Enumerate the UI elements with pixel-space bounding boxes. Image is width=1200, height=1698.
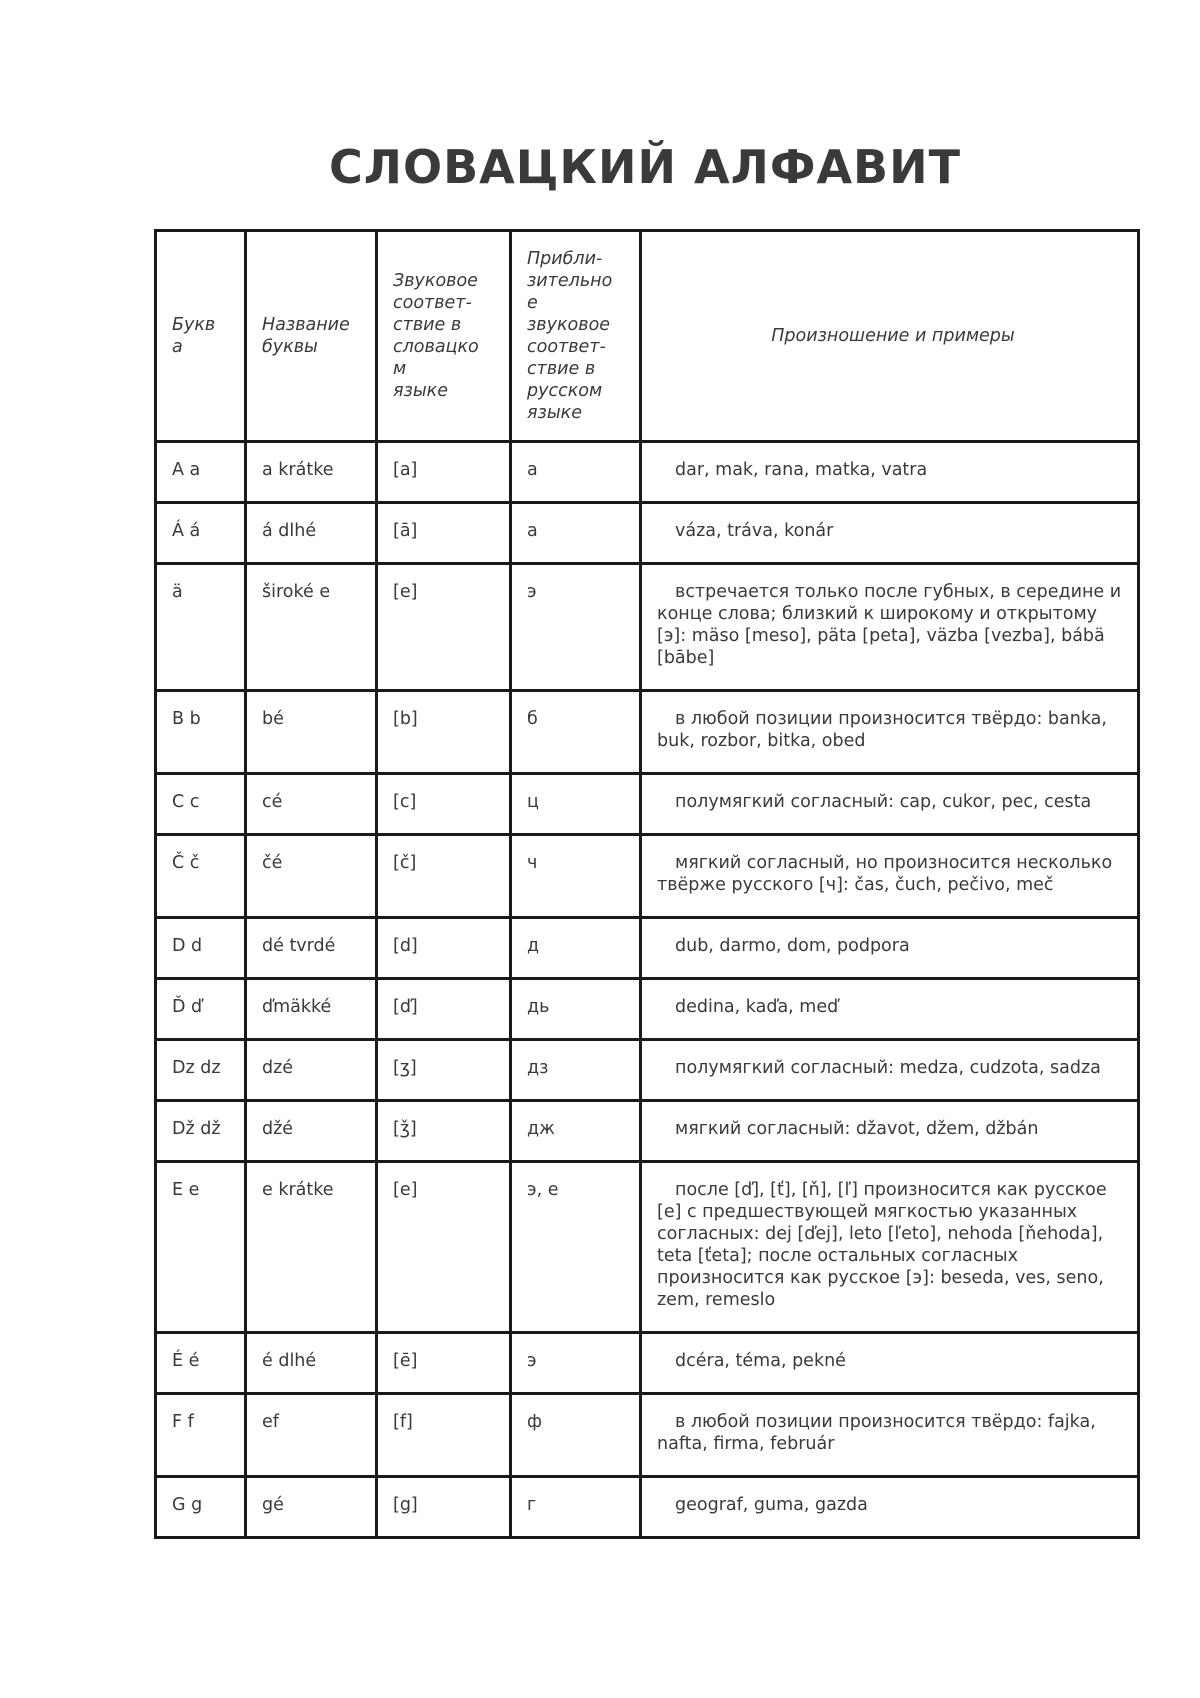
letter-cell: D d <box>156 918 246 979</box>
header-pronunciation-examples: Произношение и примеры <box>641 231 1139 442</box>
table-row <box>156 442 1139 503</box>
table-row <box>156 1162 1139 1333</box>
russian-sound-cell: э <box>511 1333 641 1394</box>
letter-name-cell: á dlhé <box>246 503 377 564</box>
table-row <box>156 979 1139 1040</box>
russian-sound-cell: ф <box>511 1394 641 1477</box>
letter-name-cell: bé <box>246 691 377 774</box>
letter-cell: E e <box>156 1162 246 1333</box>
russian-sound-cell: а <box>511 503 641 564</box>
slovak-sound-cell: [g] <box>377 1477 511 1538</box>
alphabet-table <box>154 229 1140 1539</box>
examples-cell: dedina, kaďa, meď <box>641 979 1139 1040</box>
russian-sound-cell: дж <box>511 1101 641 1162</box>
letter-name-cell: cé <box>246 774 377 835</box>
examples-cell: в любой позиции произносится твёрдо: fajka, nafta, firma, február <box>641 1394 1139 1477</box>
letter-name-cell: dé tvrdé <box>246 918 377 979</box>
examples-cell: dub, darmo, dom, podpora <box>641 918 1139 979</box>
table-row <box>156 1394 1139 1477</box>
slovak-sound-cell: [ď] <box>377 979 511 1040</box>
slovak-sound-cell: [ǯ] <box>377 1101 511 1162</box>
examples-cell: полумягкий согласный: cap, cukor, pec, cesta <box>641 774 1139 835</box>
table-row <box>156 835 1139 918</box>
slovak-sound-cell: [a] <box>377 442 511 503</box>
table-row <box>156 1333 1139 1394</box>
slovak-sound-cell: [f] <box>377 1394 511 1477</box>
examples-cell: dcéra, téma, pekné <box>641 1333 1139 1394</box>
header-russian-sound: Прибли- зительно е звуковое соответ- ствие в русском языке <box>511 231 641 442</box>
table-row <box>156 1101 1139 1162</box>
slovak-sound-cell: [c] <box>377 774 511 835</box>
letter-cell: G g <box>156 1477 246 1538</box>
letter-name-cell: a krátke <box>246 442 377 503</box>
examples-cell: после [ď], [ť], [ň], [ľ] произносится как русское [е] с предшествующей мягкостью указанных согласных: dej [ďej], leto [ľeto], nehoda [ňehoda], teta [ťeta]; после остальных согласных произносится как русское [э]: beseda, ves, seno, zem, remeslo <box>641 1162 1139 1333</box>
table-row <box>156 918 1139 979</box>
letter-cell: Ď ď <box>156 979 246 1040</box>
examples-cell: dar, mak, rana, matka, vatra <box>641 442 1139 503</box>
letter-cell: ä <box>156 564 246 691</box>
letter-name-cell: ef <box>246 1394 377 1477</box>
table-header-row <box>156 231 1139 442</box>
letter-name-cell: é dlhé <box>246 1333 377 1394</box>
table-row <box>156 564 1139 691</box>
letter-name-cell: džé <box>246 1101 377 1162</box>
letter-cell: Á á <box>156 503 246 564</box>
slovak-sound-cell: [ʒ] <box>377 1040 511 1101</box>
examples-cell: в любой позиции произносится твёрдо: banka, buk, rozbor, bitka, obed <box>641 691 1139 774</box>
slovak-sound-cell: [e] <box>377 1162 511 1333</box>
letter-cell: Č č <box>156 835 246 918</box>
letter-cell: Dz dz <box>156 1040 246 1101</box>
russian-sound-cell: э, е <box>511 1162 641 1333</box>
slovak-sound-cell: [ē] <box>377 1333 511 1394</box>
letter-name-cell: gé <box>246 1477 377 1538</box>
examples-cell: полумягкий согласный: medza, cudzota, sadza <box>641 1040 1139 1101</box>
examples-cell: мягкий согласный, но произносится несколько твёрже русского [ч]: čas, čuch, pečivo, meč <box>641 835 1139 918</box>
table-row <box>156 503 1139 564</box>
table-row <box>156 774 1139 835</box>
letter-cell: B b <box>156 691 246 774</box>
letter-cell: F f <box>156 1394 246 1477</box>
russian-sound-cell: э <box>511 564 641 691</box>
examples-cell: váza, tráva, konár <box>641 503 1139 564</box>
header-letter-name: Название буквы <box>246 231 377 442</box>
table-row <box>156 1477 1139 1538</box>
table-row <box>156 691 1139 774</box>
letter-name-cell: ďmäkké <box>246 979 377 1040</box>
slovak-sound-cell: [č] <box>377 835 511 918</box>
examples-cell: geograf, guma, gazda <box>641 1477 1139 1538</box>
slovak-sound-cell: [d] <box>377 918 511 979</box>
letter-cell: Dž dž <box>156 1101 246 1162</box>
letter-name-cell: široké e <box>246 564 377 691</box>
letter-cell: É é <box>156 1333 246 1394</box>
examples-cell: встречается только после губных, в середине и конце слова; близкий к широкому и открытому [э]: mäso [meso], päta [peta], väzba [vezba], bábä [bābe] <box>641 564 1139 691</box>
slovak-sound-cell: [e] <box>377 564 511 691</box>
russian-sound-cell: б <box>511 691 641 774</box>
header-slovak-sound: Звуковое соответ- ствие в словацко м языке <box>377 231 511 442</box>
letter-name-cell: dzé <box>246 1040 377 1101</box>
table-row <box>156 1040 1139 1101</box>
russian-sound-cell: г <box>511 1477 641 1538</box>
page-title: СЛОВАЦКИЙ АЛФАВИТ <box>329 140 961 194</box>
slovak-sound-cell: [b] <box>377 691 511 774</box>
slovak-sound-cell: [ā] <box>377 503 511 564</box>
examples-cell: мягкий согласный: džavot, džem, džbán <box>641 1101 1139 1162</box>
header-letter: Букв а <box>156 231 246 442</box>
russian-sound-cell: ц <box>511 774 641 835</box>
russian-sound-cell: д <box>511 918 641 979</box>
russian-sound-cell: дь <box>511 979 641 1040</box>
russian-sound-cell: а <box>511 442 641 503</box>
letter-name-cell: e krátke <box>246 1162 377 1333</box>
russian-sound-cell: дз <box>511 1040 641 1101</box>
letter-name-cell: čé <box>246 835 377 918</box>
letter-cell: C c <box>156 774 246 835</box>
letter-cell: A a <box>156 442 246 503</box>
russian-sound-cell: ч <box>511 835 641 918</box>
